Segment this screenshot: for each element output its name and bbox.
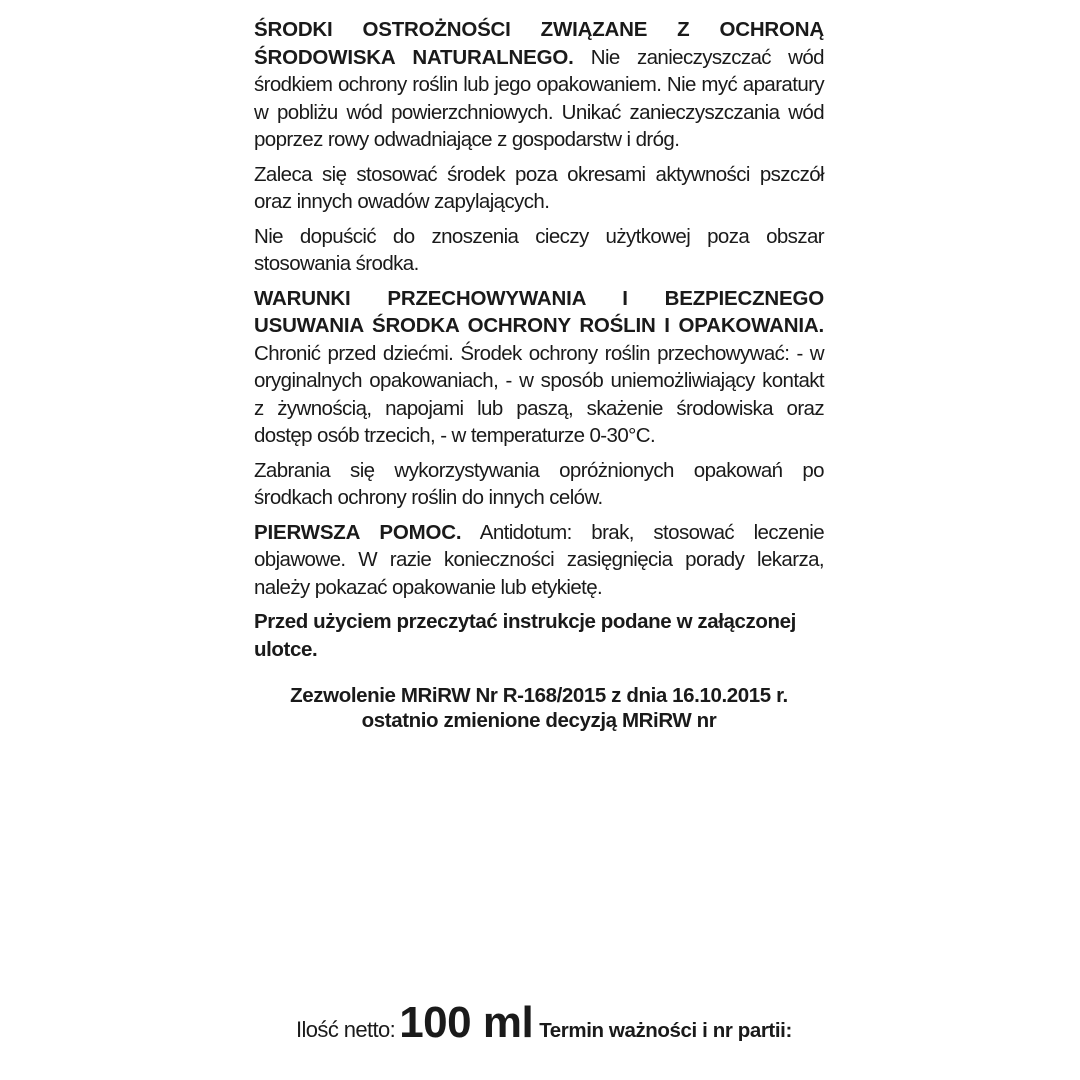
drift-paragraph: [254, 223, 824, 278]
read-leaflet-note: Przed użyciem przeczytać instrukcje podane w załączonej ulotce.: [254, 610, 796, 661]
first-aid-text: Antidotum: brak, stosować leczenie objawowe. W razie konieczności zasięgnięcia porady lekarza, należy pokazać opakowanie lub etykietę.: [254, 520, 824, 599]
environment-precautions-text: Nie zanieczyszczać wód środkiem ochrony roślin lub jego opakowaniem. Nie myć aparatury w pobliżu wód powierzchniowych. Unikać zanieczyszczania wód poprzez rowy odwadniające z gospodarstw i dróg.: [254, 45, 824, 151]
environment-precautions-heading: ŚRODKI OSTROŻNOŚCI ZWIĄZANE Z OCHRONĄ ŚRODOWISKA NATURALNEGO.: [254, 18, 824, 69]
storage-heading: WARUNKI PRZECHOWYWANIA I BEZPIECZNEGO USUWANIA ŚRODKA OCHRONY ROŚLIN I OPAKOWANIA.: [254, 286, 824, 337]
environment-precautions-paragraph: [254, 16, 824, 154]
permit-number: Zezwolenie MRiRW Nr R-168/2015 z dnia 16.10.2015 r.: [290, 684, 788, 707]
label-text-column: [254, 16, 824, 670]
packaging-reuse-paragraph: [254, 457, 824, 512]
pollinators-paragraph: [254, 161, 824, 216]
net-quantity-label: Ilość netto:: [296, 1017, 396, 1042]
storage-paragraph: [254, 285, 824, 450]
net-quantity-value: 100 ml: [399, 998, 534, 1047]
permit-block: [254, 683, 824, 733]
pollinators-text: Zaleca się stosować środek poza okresami aktywności pszczół oraz innych owadów zapylających.: [254, 162, 824, 213]
permit-amendment: ostatnio zmienione decyzją MRiRW nr: [361, 709, 717, 732]
first-aid-paragraph: [254, 519, 824, 602]
first-aid-heading: PIERWSZA POMOC.: [254, 520, 462, 544]
storage-text: Chronić przed dziećmi. Środek ochrony roślin przechowywać: - w oryginalnych opakowaniach, - w sposób uniemożliwiający kontakt z żywnością, napojami lub paszą, skażenie środowiska oraz dostęp osób trzecich, - w temperaturze 0-30°C.: [254, 341, 824, 447]
expiry-batch-label: Termin ważności i nr partii:: [539, 1019, 792, 1042]
packaging-reuse-text: Zabrania się wykorzystywania opróżnionych opakowań po środkach ochrony roślin do innych celów.: [254, 458, 824, 509]
net-quantity-line: [296, 998, 856, 1048]
drift-text: Nie dopuścić do znoszenia cieczy użytkowej poza obszar stosowania środka.: [254, 224, 824, 275]
